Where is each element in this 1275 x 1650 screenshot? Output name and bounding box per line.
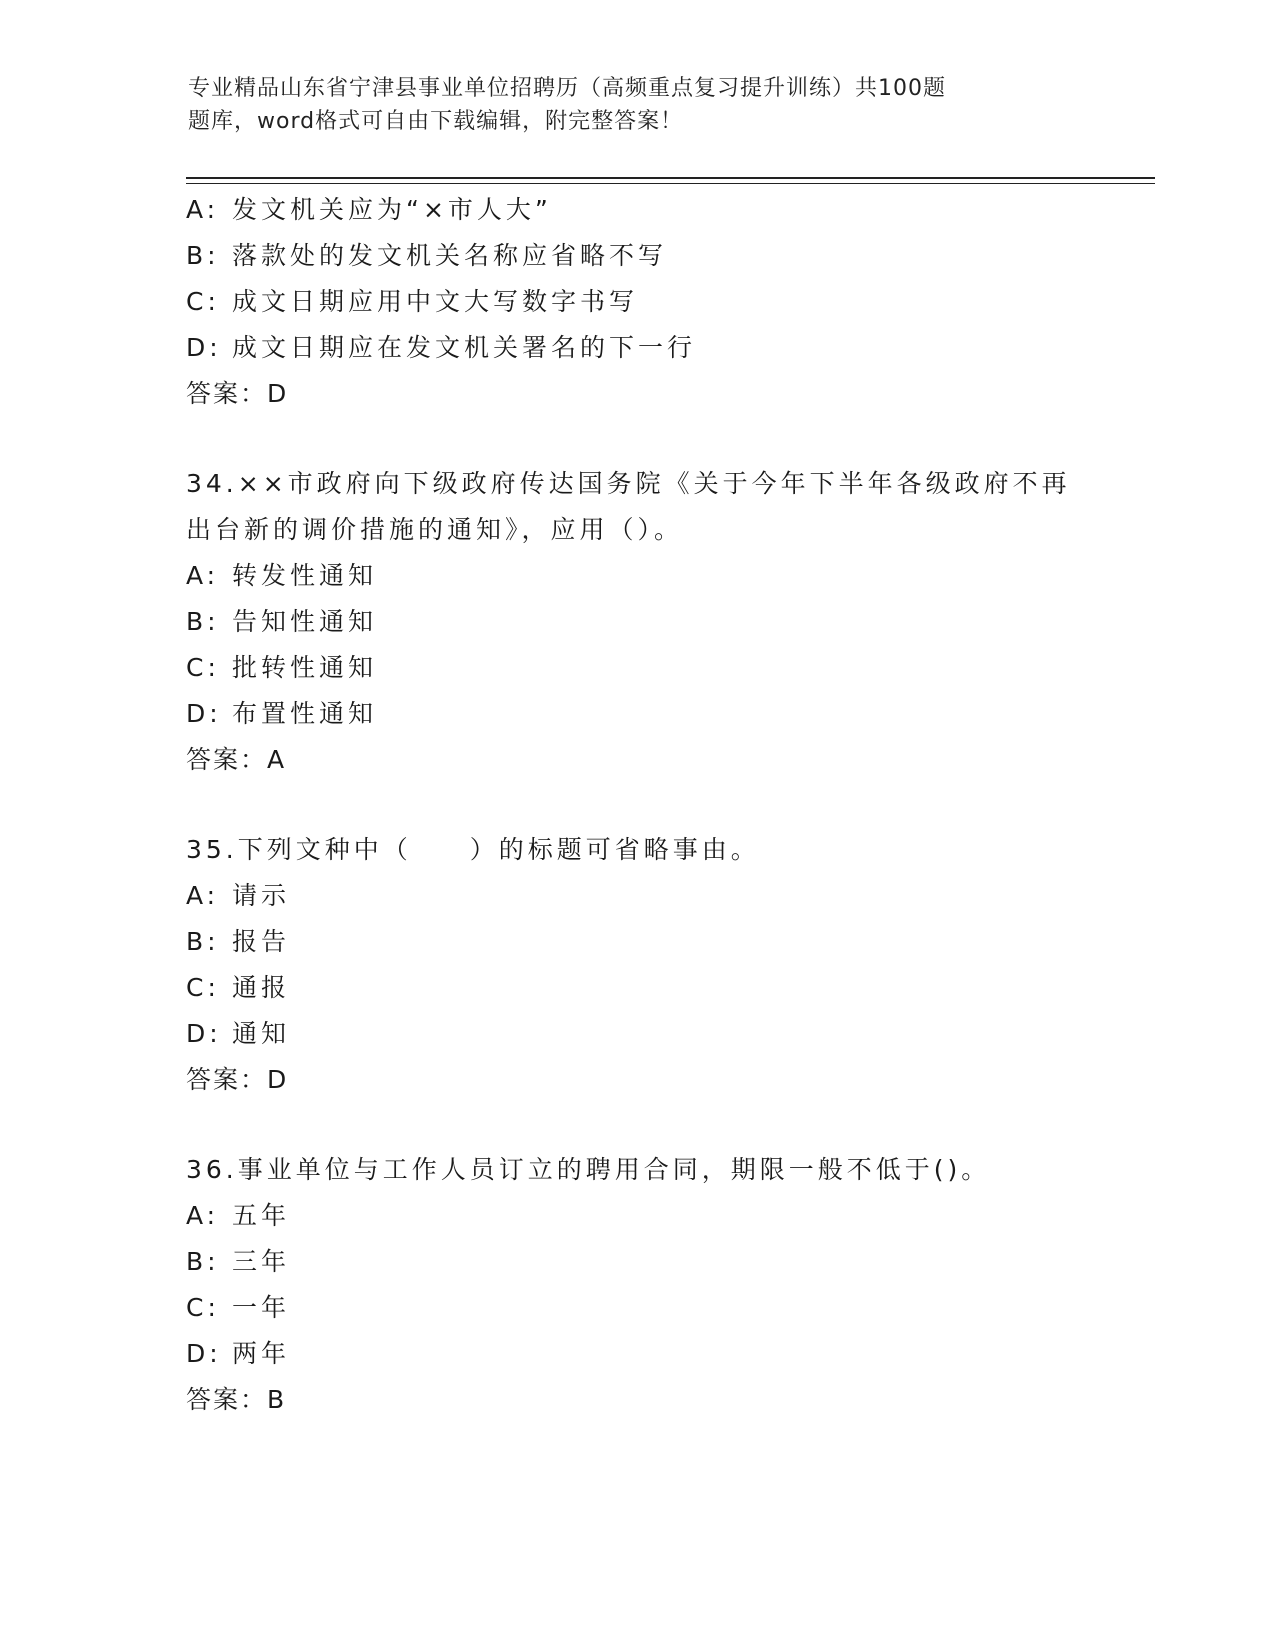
question-34 <box>186 461 1086 783</box>
option-letter: A: <box>186 881 220 910</box>
option-letter: B: <box>186 1247 220 1276</box>
question-35 <box>186 827 1086 1103</box>
option-letter: A: <box>186 1201 220 1230</box>
option-letter: C: <box>186 653 220 682</box>
option-letter: D: <box>186 699 222 728</box>
option-text: 通报 <box>232 973 291 1002</box>
option-d <box>186 691 1086 737</box>
option-text: 批转性通知 <box>232 653 378 682</box>
option-letter: C: <box>186 287 220 316</box>
option-c <box>186 279 1086 325</box>
option-text: 落款处的发文机关名称应省略不写 <box>232 241 668 270</box>
option-letter: D: <box>186 1019 222 1048</box>
option-letter: B: <box>186 607 220 636</box>
header-title-line-1: 专业精品山东省宁津县事业单位招聘历（高频重点复习提升训练）共100题 <box>188 76 946 101</box>
question-stem: 34.××市政府向下级政府传达国务院《关于今年下半年各级政府不再 <box>186 469 1071 498</box>
question-list <box>186 187 1086 1423</box>
option-a <box>186 187 1086 233</box>
option-b <box>186 599 1086 645</box>
question-stem-continued: 出台新的调价措施的通知》，应用（）。 <box>186 515 684 544</box>
option-b <box>186 233 1086 279</box>
document-header <box>188 72 1008 138</box>
header-divider-thick <box>186 177 1155 179</box>
option-letter: B: <box>186 927 220 956</box>
option-text: 请示 <box>232 881 291 910</box>
option-text: 发文机关应为“×市人大” <box>232 195 552 224</box>
header-title-line-2: 题库，word格式可自由下载编辑，附完整答案！ <box>188 109 684 134</box>
answer: 答案：A <box>186 745 287 774</box>
option-b <box>186 1239 1086 1285</box>
header-divider-thin <box>186 183 1155 184</box>
option-letter: C: <box>186 1293 220 1322</box>
question-33 <box>186 187 1086 417</box>
option-text: 告知性通知 <box>232 607 378 636</box>
option-a <box>186 553 1086 599</box>
option-a <box>186 1193 1086 1239</box>
option-c <box>186 1285 1086 1331</box>
option-letter: C: <box>186 973 220 1002</box>
question-stem: 36.事业单位与工作人员订立的聘用合同，期限一般不低于()。 <box>186 1155 991 1184</box>
option-text: 两年 <box>232 1339 291 1368</box>
option-b <box>186 919 1086 965</box>
option-letter: A: <box>186 195 220 224</box>
option-text: 转发性通知 <box>232 561 378 590</box>
option-d <box>186 1331 1086 1377</box>
answer: 答案：D <box>186 1065 289 1094</box>
option-d <box>186 325 1086 371</box>
option-c <box>186 965 1086 1011</box>
option-text: 报告 <box>232 927 291 956</box>
question-36 <box>186 1147 1086 1423</box>
option-text: 通知 <box>232 1019 291 1048</box>
option-text: 一年 <box>232 1293 291 1322</box>
option-text: 成文日期应用中文大写数字书写 <box>232 287 639 316</box>
option-letter: D: <box>186 333 222 362</box>
answer: 答案：D <box>186 379 289 408</box>
option-text: 成文日期应在发文机关署名的下一行 <box>232 333 697 362</box>
option-a <box>186 873 1086 919</box>
option-text: 布置性通知 <box>232 699 378 728</box>
option-letter: A: <box>186 561 220 590</box>
option-letter: D: <box>186 1339 222 1368</box>
option-text: 三年 <box>232 1247 291 1276</box>
option-d <box>186 1011 1086 1057</box>
option-text: 五年 <box>232 1201 291 1230</box>
answer: 答案：B <box>186 1385 287 1414</box>
option-letter: B: <box>186 241 220 270</box>
question-stem: 35.下列文种中（ ）的标题可省略事由。 <box>186 835 760 864</box>
option-c <box>186 645 1086 691</box>
